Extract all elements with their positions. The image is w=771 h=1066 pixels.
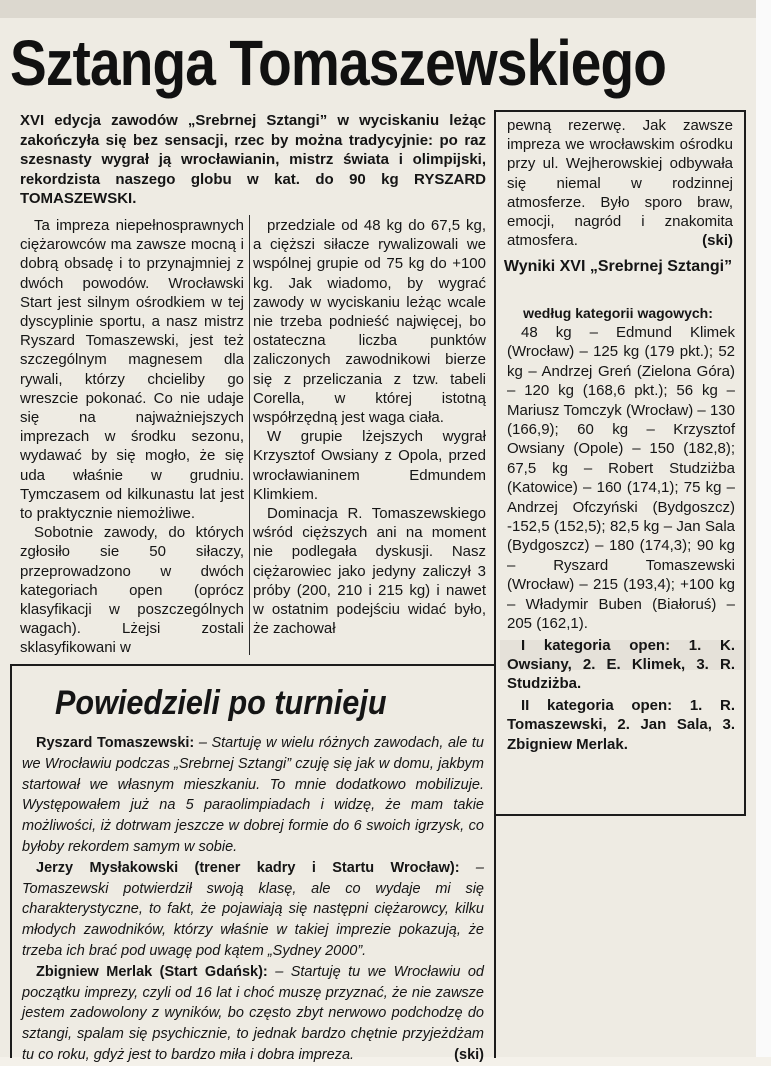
results-open-2: II kategoria open: 1. R. Tomaszewski, 2. Jan Sala, 3. Zbigniew Merlak. [507,696,735,753]
results-title: Wyniki XVI „Srebrnej Sztangi” [503,258,733,275]
article-column-2 [253,216,486,638]
article-column-3 [507,116,733,250]
page-margin [756,0,771,1057]
quote-3-text: – Startuję tu we Wrocławiu od początku imprezy, czyli od 16 lat i choć muszę przyznać, że nie zawsze jestem zadowolony z wyników, bo często zbyt nerwowo podchodzę do sztangi, spalam się psychicznie, to jednak bardzo chętnie przyjeżdżam tu co roku, gdyż jest to bardzo miła i dobra impreza. [22,963,484,1063]
col2-paragraph-2: W grupie lżejszych wygrał Krzysztof Owsiany z Opola, przed wrocławianinem Edmundem Klimkiem. [253,428,486,503]
column-divider [249,215,250,655]
results-open-1: I kategoria open: 1. K. Owsiany, 2. E. Klimek, 3. R. Studziżba. [507,636,735,693]
interviews-title: Powiedzieli po turnieju [55,684,387,722]
quote-1-text: – Startuję w wielu różnych zawodach, ale tu we Wrocławiu podczas „Srebrnej Sztangi” czuję się jak w domu, jakbym startował we własnym mieszkaniu. To mnie dodatkowo mobilizuje. Występowałem już na 5 paraolimpiadach i widzę, że mam takie możliwości, iż dotrwam jeszcze w dobrej formie do 6 swoich igrzysk, co byłoby rekordem samym w sobie. [22,735,484,855]
quote-1-name: Ryszard Tomaszewski: [36,735,195,751]
results-subtitle: według kategorii wagowych: [523,305,713,321]
interviews-body [22,733,484,1066]
results-list [507,323,735,754]
col3-signature: (ski) [702,232,733,250]
quote-tomaszewski [22,733,484,858]
col2-paragraph-1: przedziale od 48 kg do 67,5 kg, a cięższi siłacze rywalizowali we wspólnej grupie od 75 kg do +100 kg. Jak wiadomo, by wygrać zawody w wyciskaniu leżąc wcale nie trzeba podnieść najwięcej, bo ostateczna liczba punktów zaliczonych zawodnikowi bierze się z przeliczania z tzw. tabeli Corella, w której istotną współrzędną jest waga ciała. [253,217,486,427]
quote-merlak [22,962,484,1066]
quote-2-text: – Tomaszewski potwierdził swoją klasę, ale co wydaje mi się charakterystyczne, to fakt, że pojawiają się następni ciężarowcy, kilku młodych zawodników, którzy właśnie w takiej imprezie pokazują, że trzeba ich brać pod uwagę pod kątem „Sydney 2000”. [22,859,484,959]
col1-paragraph-2: Sobotnie zawody, do których zgłosiło sie 50 siłaczy, przeprowadzono w dwóch kategoriach open (oprócz klasyfikacji w poszczególnych wagach). Lżejsi zostali sklasyfikowani w [20,524,244,657]
article-column-1 [20,216,244,658]
quote-3-name: Zbigniew Merlak (Start Gdańsk): [36,963,268,980]
col3-paragraph: pewną rezerwę. Jak zawsze impreza we wrocławskim ośrodku przy ul. Wejherowskiej odbywała się niemal w rodzinnej atmosferze. Było sporo braw, emocji, nagród i znakomita atmosfera. [507,117,733,250]
lead-paragraph: XVI edycja zawodów „Srebrnej Sztangi” w wyciskaniu leżąc zakończyła się bez sensacji, rzec by można tradycyjnie: po raz szesnasty wygrał ją wrocławianin, mistrz świata i olimpijski, rekordzista naszego globu w kat. do 90 kg RYSZARD TOMASZEWSKI. [20,112,486,207]
interviews-signature: (ski) [454,1046,484,1063]
headline: Sztanga Tomaszewskiego [10,27,667,99]
quote-2-name: Jerzy Mysłakowski (trener kadry i Startu Wrocław): [36,859,460,876]
col2-paragraph-3: Dominacja R. Tomaszewskiego wśród cięższych ani na moment nie podlegała dyskusji. Nasz ciężarowiec jako jedyny zaliczył 3 próby (200, 210 i 215 kg) i nawet w ostatnim podejściu widać było, że zachował [253,505,486,638]
col1-paragraph-1: Ta impreza niepełnosprawnych ciężarowców ma zawsze mocną i dobrą obsadę i to przynajmniej z dwóch powodów. Wrocławski Start jest silnym ośrodkiem w tej dyscyplinie sportu, a nasz mistrz Ryszard Tomaszewski, jest też szczególnym magnesem dla rywali, którzy chcieliby go wreszcie pokonać. Co nie udaje się na najważniejszych imprezach w środku sezonu, wydawać by się mogło, że się uda właśnie w grudniu. Tymczasem od kilkunastu lat jest to praktycznie niemożliwe. [20,217,244,523]
bleed-through-top [0,0,756,18]
quote-myslakowski [22,858,484,962]
results-by-weight: 48 kg – Edmund Klimek (Wrocław) – 125 kg (179 pkt.); 52 kg – Andrzej Greń (Zielona Góra) – 120 kg (168,6 pkt.); 56 kg – Mariusz Tomczyk (Wrocław) – 130 (166,9); 60 kg – Krzysztof Owsiany (Opole) – 150 (182,8); 67,5 kg – Robert Studziżba (Katowice) – 160 (174,1); 75 kg – Andrzej Ofczyński (Bydgoszcz) -152,5 (152,5); 82,5 kg – Jan Sala (Bydgoszcz) – 180 (174,3); 90 kg – Ryszard Tomaszewski (Wrocław) – 215 (193,4); +100 kg – Władymir Buben (Białoruś) – 205 (162,1). [507,324,735,633]
